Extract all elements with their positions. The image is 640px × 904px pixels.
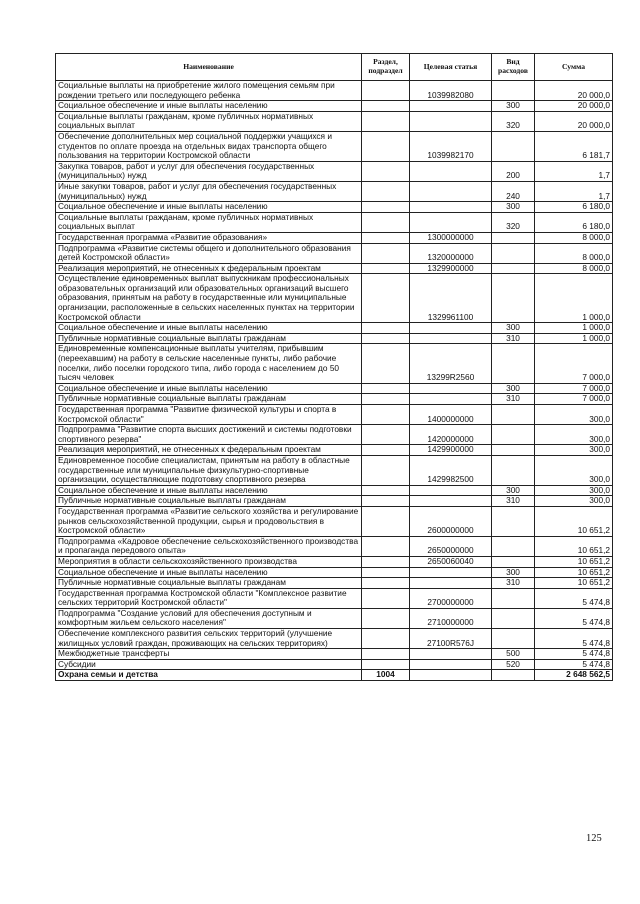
cell-name: Публичные нормативные социальные выплаты гражданам <box>56 333 362 344</box>
cell-target <box>410 659 492 670</box>
table-row <box>56 670 613 681</box>
cell-sum: 1 000,0 <box>535 333 613 344</box>
cell-name: Государственная программа Костромской области "Комплексное развитие сельских территорий Костромской области" <box>56 588 362 608</box>
table-row <box>56 161 613 181</box>
cell-sum: 1 000,0 <box>535 323 613 334</box>
cell-target: 1329961100 <box>410 274 492 323</box>
cell-sum: 300,0 <box>535 445 613 456</box>
cell-section <box>362 212 410 232</box>
cell-sum: 8 000,0 <box>535 263 613 274</box>
table-row <box>56 455 613 485</box>
cell-target <box>410 181 492 201</box>
header-target: Целевая статья <box>410 54 492 81</box>
cell-name: Социальное обеспечение и иные выплаты населению <box>56 323 362 334</box>
cell-expense-type: 240 <box>492 181 535 201</box>
cell-sum: 10 651,2 <box>535 506 613 536</box>
header-expense-type: Вид расходов <box>492 54 535 81</box>
cell-section <box>362 181 410 201</box>
header-section: Раздел, подраздел <box>362 54 410 81</box>
cell-sum: 2 648 562,5 <box>535 670 613 681</box>
cell-section <box>362 659 410 670</box>
cell-section <box>362 394 410 405</box>
table-row <box>56 608 613 628</box>
cell-section <box>362 649 410 660</box>
cell-target: 1420000000 <box>410 425 492 445</box>
cell-name: Межбюджетные трансферты <box>56 649 362 660</box>
budget-table <box>55 53 613 681</box>
cell-name: Субсидии <box>56 659 362 670</box>
cell-name: Закупка товаров, работ и услуг для обеспечения государственных (муниципальных) нужд <box>56 161 362 181</box>
cell-section <box>362 405 410 425</box>
cell-target: 2650060040 <box>410 556 492 567</box>
cell-target <box>410 333 492 344</box>
cell-section <box>362 425 410 445</box>
cell-expense-type: 300 <box>492 323 535 334</box>
cell-expense-type: 320 <box>492 111 535 131</box>
cell-section <box>362 101 410 112</box>
table-row <box>56 323 613 334</box>
cell-target: 2600000000 <box>410 506 492 536</box>
table-body <box>56 81 613 681</box>
cell-target <box>410 383 492 394</box>
table-row <box>56 232 613 243</box>
cell-sum: 7 000,0 <box>535 344 613 383</box>
cell-section <box>362 202 410 213</box>
cell-sum: 300,0 <box>535 496 613 507</box>
cell-expense-type <box>492 556 535 567</box>
cell-expense-type: 300 <box>492 202 535 213</box>
table-row <box>56 556 613 567</box>
table-row <box>56 496 613 507</box>
cell-target: 2650000000 <box>410 536 492 556</box>
cell-target: 1329900000 <box>410 263 492 274</box>
cell-name: Публичные нормативные социальные выплаты гражданам <box>56 496 362 507</box>
cell-target <box>410 101 492 112</box>
cell-expense-type: 320 <box>492 212 535 232</box>
cell-section <box>362 536 410 556</box>
cell-name: Обеспечение дополнительных мер социальной поддержки учащихся и студентов по оплате проезда на отдельных видах транспорта общего пользования на территории Костромской области <box>56 131 362 161</box>
cell-target <box>410 670 492 681</box>
cell-name: Обеспечение комплексного развития сельских территорий (улучшение жилищных условий граждан, проживающих на сельских территориях) <box>56 629 362 649</box>
cell-name: Публичные нормативные социальные выплаты гражданам <box>56 394 362 405</box>
cell-section <box>362 608 410 628</box>
cell-sum: 10 651,2 <box>535 578 613 589</box>
cell-section <box>362 496 410 507</box>
table-row <box>56 506 613 536</box>
table-row <box>56 578 613 589</box>
cell-target: 1320000000 <box>410 243 492 263</box>
cell-section <box>362 243 410 263</box>
cell-name: Реализация мероприятий, не отнесенных к федеральным проектам <box>56 263 362 274</box>
cell-target <box>410 578 492 589</box>
cell-sum: 5 474,8 <box>535 588 613 608</box>
cell-name: Единовременные компенсационные выплаты учителям, прибывшим (переехавшим) на работу в сельские населенные пункты, либо рабочие поселки, либо поселки городского типа, либо города с населением до 50 тысяч человек <box>56 344 362 383</box>
cell-expense-type: 310 <box>492 496 535 507</box>
table-row <box>56 649 613 660</box>
cell-expense-type <box>492 670 535 681</box>
cell-target <box>410 212 492 232</box>
cell-name: Социальное обеспечение и иные выплаты населению <box>56 202 362 213</box>
cell-expense-type: 310 <box>492 333 535 344</box>
cell-expense-type <box>492 629 535 649</box>
cell-section <box>362 333 410 344</box>
cell-section <box>362 131 410 161</box>
header-sum: Сумма <box>535 54 613 81</box>
cell-expense-type <box>492 536 535 556</box>
cell-target <box>410 567 492 578</box>
cell-section <box>362 81 410 101</box>
cell-name: Социальное обеспечение и иные выплаты населению <box>56 567 362 578</box>
table-row <box>56 485 613 496</box>
cell-sum: 300,0 <box>535 425 613 445</box>
cell-expense-type <box>492 232 535 243</box>
cell-sum: 20 000,0 <box>535 111 613 131</box>
cell-sum: 300,0 <box>535 405 613 425</box>
cell-section <box>362 232 410 243</box>
cell-name: Подпрограмма «Кадровое обеспечение сельскохозяйственного производства и пропаганда передового опыта» <box>56 536 362 556</box>
cell-name: Мероприятия в области сельскохозяйственного производства <box>56 556 362 567</box>
cell-name: Единовременное пособие специалистам, принятым на работу в областные государственные или муниципальные физкультурно-спортивные организации, осуществляющие подготовку спортивного резерва <box>56 455 362 485</box>
table-row <box>56 394 613 405</box>
table-row <box>56 425 613 445</box>
cell-section <box>362 383 410 394</box>
cell-target: 1400000000 <box>410 405 492 425</box>
table-row <box>56 383 613 394</box>
cell-target <box>410 202 492 213</box>
cell-sum: 10 651,2 <box>535 536 613 556</box>
cell-expense-type <box>492 588 535 608</box>
table-row <box>56 212 613 232</box>
cell-expense-type: 300 <box>492 383 535 394</box>
cell-name: Государственная программа «Развитие сельского хозяйства и регулирование рынков сельскохозяйственной продукции, сырья и продовольствия в Костромской области» <box>56 506 362 536</box>
cell-expense-type <box>492 344 535 383</box>
cell-name: Охрана семьи и детства <box>56 670 362 681</box>
cell-target <box>410 111 492 131</box>
cell-expense-type: 520 <box>492 659 535 670</box>
page-number: 125 <box>586 833 602 844</box>
cell-sum: 20 000,0 <box>535 101 613 112</box>
cell-expense-type <box>492 243 535 263</box>
cell-target: 2700000000 <box>410 588 492 608</box>
cell-target: 1429982500 <box>410 455 492 485</box>
table-row <box>56 567 613 578</box>
cell-section <box>362 455 410 485</box>
table-row <box>56 536 613 556</box>
cell-sum: 6 181,7 <box>535 131 613 161</box>
cell-sum: 1,7 <box>535 161 613 181</box>
cell-sum: 5 474,8 <box>535 629 613 649</box>
cell-expense-type: 300 <box>492 101 535 112</box>
cell-expense-type: 300 <box>492 485 535 496</box>
table-row <box>56 131 613 161</box>
cell-expense-type: 200 <box>492 161 535 181</box>
header-name: Наименование <box>56 54 362 81</box>
cell-sum: 8 000,0 <box>535 232 613 243</box>
cell-sum: 10 651,2 <box>535 567 613 578</box>
cell-name: Социальные выплаты на приобретение жилого помещения семьям при рождении третьего или последующего ребенка <box>56 81 362 101</box>
table-row <box>56 629 613 649</box>
cell-name: Подпрограмма "Создание условий для обеспечения доступным и комфортным жильем сельского населения" <box>56 608 362 628</box>
table-row <box>56 243 613 263</box>
cell-name: Реализация мероприятий, не отнесенных к федеральным проектам <box>56 445 362 456</box>
cell-section <box>362 556 410 567</box>
table-header-row <box>56 54 613 81</box>
cell-target: 2710000000 <box>410 608 492 628</box>
cell-name: Социальное обеспечение и иные выплаты населению <box>56 101 362 112</box>
table-row <box>56 181 613 201</box>
cell-section <box>362 111 410 131</box>
table-row <box>56 659 613 670</box>
table-row <box>56 445 613 456</box>
cell-expense-type <box>492 263 535 274</box>
cell-name: Подпрограмма «Развитие системы общего и дополнительного образования детей Костромской области» <box>56 243 362 263</box>
cell-target <box>410 485 492 496</box>
cell-name: Публичные нормативные социальные выплаты гражданам <box>56 578 362 589</box>
table-row <box>56 202 613 213</box>
cell-sum: 10 651,2 <box>535 556 613 567</box>
cell-target: 27100R576J <box>410 629 492 649</box>
table-row <box>56 274 613 323</box>
cell-section: 1004 <box>362 670 410 681</box>
cell-sum: 1,7 <box>535 181 613 201</box>
cell-expense-type <box>492 506 535 536</box>
cell-sum: 1 000,0 <box>535 274 613 323</box>
cell-name: Подпрограмма "Развитие спорта высших достижений и системы подготовки спортивного резерва" <box>56 425 362 445</box>
cell-expense-type: 310 <box>492 394 535 405</box>
cell-sum: 6 180,0 <box>535 212 613 232</box>
cell-sum: 5 474,8 <box>535 649 613 660</box>
cell-sum: 6 180,0 <box>535 202 613 213</box>
cell-section <box>362 445 410 456</box>
cell-sum: 7 000,0 <box>535 383 613 394</box>
cell-name: Осуществление единовременных выплат выпускникам профессиональных образовательных организаций или образовательных организаций высшего образования, принятым на работу в государственные или муниципальные организации, расположенные в сельских населенных пунктах на территории Костромской области <box>56 274 362 323</box>
cell-section <box>362 263 410 274</box>
cell-section <box>362 323 410 334</box>
table-row <box>56 588 613 608</box>
cell-section <box>362 578 410 589</box>
cell-sum: 300,0 <box>535 485 613 496</box>
cell-sum: 300,0 <box>535 455 613 485</box>
cell-target <box>410 649 492 660</box>
cell-name: Иные закупки товаров, работ и услуг для обеспечения государственных (муниципальных) нужд <box>56 181 362 201</box>
cell-section <box>362 161 410 181</box>
cell-sum: 7 000,0 <box>535 394 613 405</box>
cell-target: 1300000000 <box>410 232 492 243</box>
cell-section <box>362 506 410 536</box>
cell-section <box>362 588 410 608</box>
table-row <box>56 263 613 274</box>
cell-expense-type <box>492 81 535 101</box>
cell-name: Социальные выплаты гражданам, кроме публичных нормативных социальных выплат <box>56 212 362 232</box>
cell-target: 1429900000 <box>410 445 492 456</box>
cell-expense-type <box>492 608 535 628</box>
cell-section <box>362 344 410 383</box>
table-row <box>56 333 613 344</box>
cell-name: Государственная программа «Развитие образования» <box>56 232 362 243</box>
table-row <box>56 101 613 112</box>
cell-target: 13299R2560 <box>410 344 492 383</box>
cell-sum: 8 000,0 <box>535 243 613 263</box>
cell-name: Государственная программа "Развитие физической культуры и спорта в Костромской области" <box>56 405 362 425</box>
cell-section <box>362 629 410 649</box>
cell-expense-type <box>492 455 535 485</box>
cell-section <box>362 567 410 578</box>
cell-section <box>362 274 410 323</box>
cell-target <box>410 323 492 334</box>
cell-sum: 20 000,0 <box>535 81 613 101</box>
cell-target <box>410 161 492 181</box>
table-row <box>56 81 613 101</box>
cell-sum: 5 474,8 <box>535 659 613 670</box>
cell-expense-type <box>492 405 535 425</box>
cell-name: Социальные выплаты гражданам, кроме публичных нормативных социальных выплат <box>56 111 362 131</box>
cell-expense-type <box>492 274 535 323</box>
table-row <box>56 405 613 425</box>
cell-target: 1039982170 <box>410 131 492 161</box>
cell-target: 1039982080 <box>410 81 492 101</box>
cell-target <box>410 394 492 405</box>
table-row <box>56 111 613 131</box>
cell-name: Социальное обеспечение и иные выплаты населению <box>56 383 362 394</box>
table-row <box>56 344 613 383</box>
cell-sum: 5 474,8 <box>535 608 613 628</box>
cell-expense-type: 310 <box>492 578 535 589</box>
cell-expense-type <box>492 445 535 456</box>
cell-expense-type: 300 <box>492 567 535 578</box>
cell-name: Социальное обеспечение и иные выплаты населению <box>56 485 362 496</box>
cell-expense-type <box>492 425 535 445</box>
cell-section <box>362 485 410 496</box>
cell-target <box>410 496 492 507</box>
cell-expense-type: 500 <box>492 649 535 660</box>
cell-expense-type <box>492 131 535 161</box>
